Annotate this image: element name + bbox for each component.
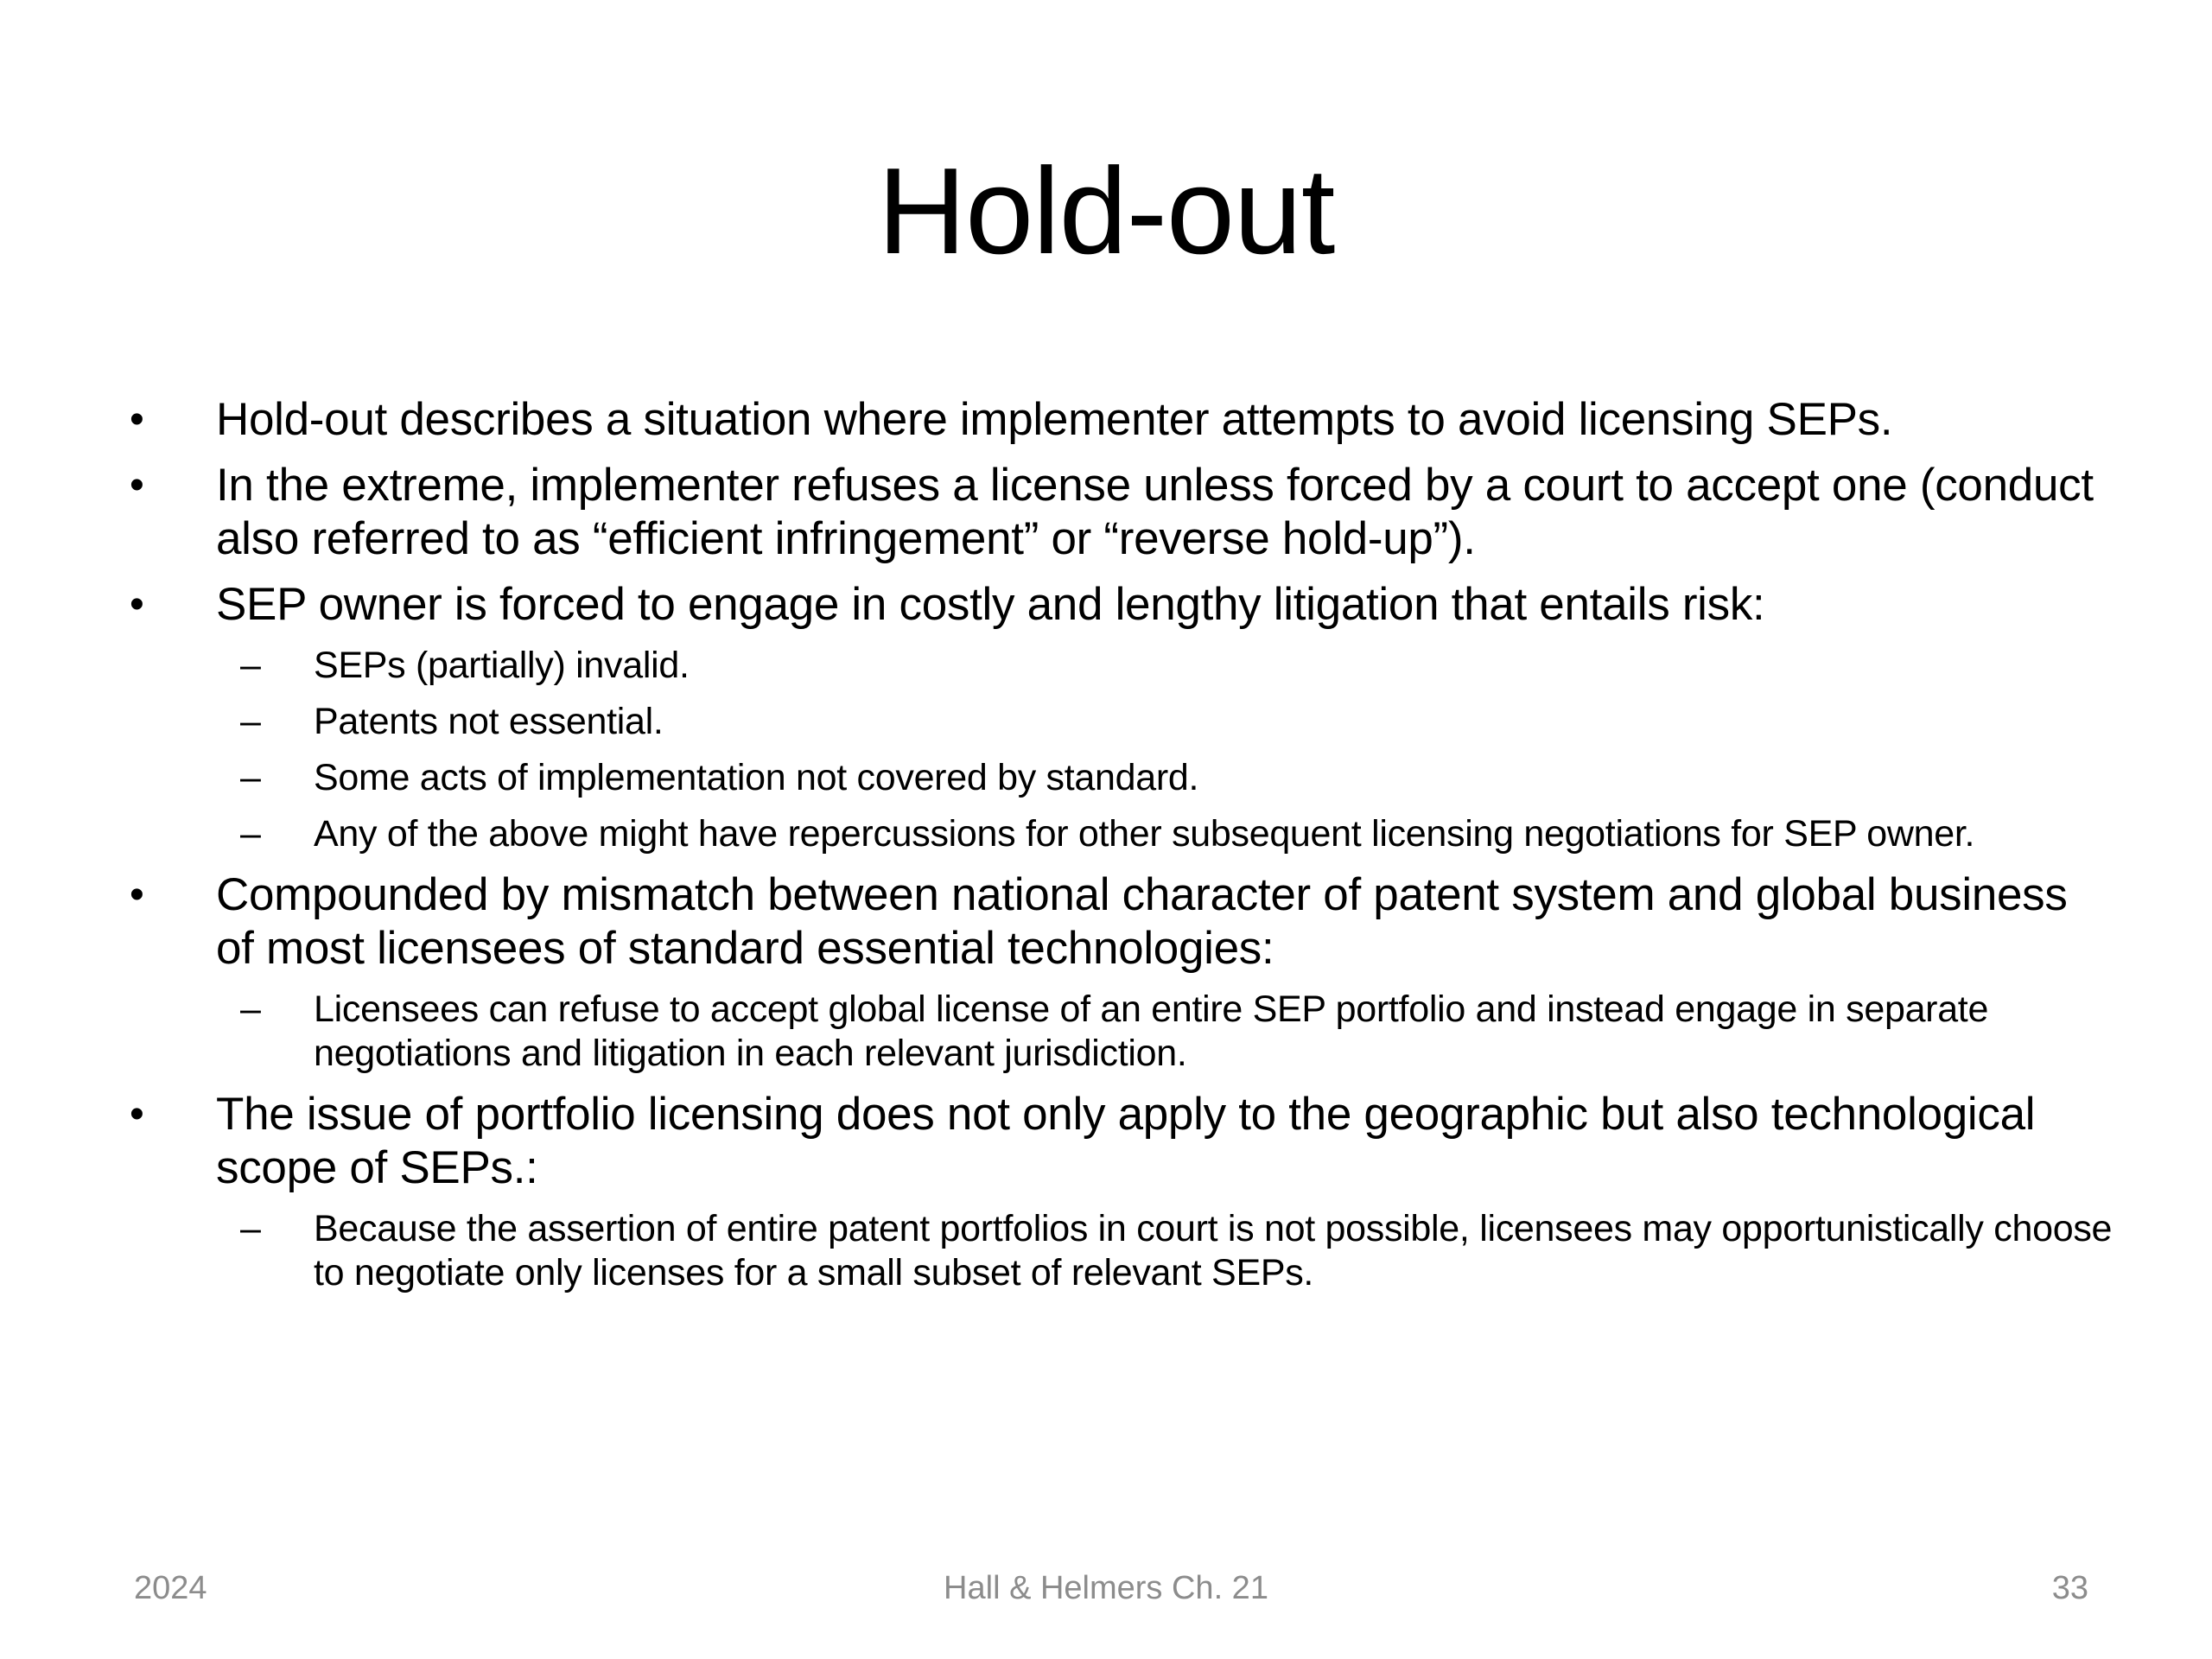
bullet-item (130, 578, 2117, 632)
sub-bullet-marker: – (240, 988, 261, 1030)
bullet-item (130, 1088, 2117, 1195)
slide-title: Hold-out (877, 143, 1335, 280)
bullet-text: Compounded by mismatch between national character of patent system and global business of most licensees of standard essential technologies: (216, 869, 2068, 974)
sub-bullet-item (130, 812, 2117, 856)
bullet-text: Hold-out describes a situation where implementer attempts to avoid licensing SEPs. (216, 394, 1893, 445)
sub-bullet-item (130, 1207, 2117, 1295)
bullet-item (130, 459, 2117, 566)
sub-bullet-marker: – (240, 701, 261, 742)
sub-bullet-list (130, 644, 2117, 856)
sub-bullet-text: Patents not essential. (314, 701, 664, 742)
slide-number: 33 (2051, 1570, 2088, 1606)
sub-bullet-text: SEPs (partially) invalid. (314, 645, 690, 686)
sub-bullet-text: Licensees can refuse to accept global license of an entire SEP portfolio and instead engage in separate negotiations and litigation in each relevant jurisdiction. (314, 988, 1989, 1074)
sub-bullet-item (130, 644, 2117, 688)
bullet-text: The issue of portfolio licensing does not only apply to the geographic but also technological scope of SEPs.: (216, 1089, 2036, 1193)
sub-bullet-list (130, 988, 2117, 1076)
sub-bullet-text: Some acts of implementation not covered by standard. (314, 757, 1199, 798)
sub-bullet-marker: – (240, 757, 261, 798)
footer-date: 2024 (134, 1570, 207, 1606)
sub-bullet-item (130, 700, 2117, 744)
sub-bullet-text: Because the assertion of entire patent portfolios in court is not possible, licensees may opportunistically choose to negotiate only licenses for a small subset of relevant SEPs. (314, 1208, 2113, 1294)
sub-bullet-item (130, 988, 2117, 1076)
sub-bullet-list (130, 1207, 2117, 1295)
bullet-text: In the extreme, implementer refuses a license unless forced by a court to accept one (conduct also referred to as “efficient infringement” or “reverse hold-up”). (216, 460, 2094, 564)
bullet-text: SEP owner is forced to engage in costly and lengthy litigation that entails risk: (216, 579, 1765, 630)
bullet-marker: • (130, 397, 144, 442)
sub-bullet-text: Any of the above might have repercussions for other subsequent licensing negotiations for SEP owner. (314, 813, 1975, 855)
sub-bullet-marker: – (240, 645, 261, 686)
bullet-marker: • (130, 872, 144, 918)
sub-bullet-marker: – (240, 1208, 261, 1249)
sub-bullet-item (130, 756, 2117, 800)
footer-source: Hall & Helmers Ch. 21 (944, 1570, 1268, 1606)
bullet-marker: • (130, 1091, 144, 1137)
slide-body (130, 393, 2117, 1307)
bullet-marker: • (130, 582, 144, 627)
bullet-item (130, 393, 2117, 447)
sub-bullet-marker: – (240, 813, 261, 855)
bullet-item (130, 868, 2117, 976)
bullet-marker: • (130, 462, 144, 508)
